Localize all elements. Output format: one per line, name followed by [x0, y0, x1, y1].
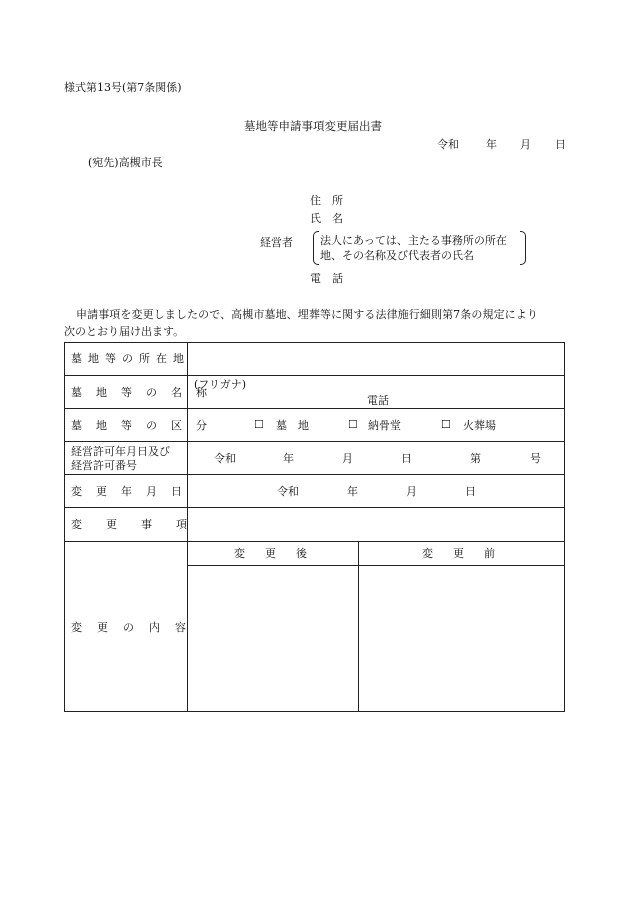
before-after-divider [358, 541, 359, 712]
change-era: 令和 [277, 485, 299, 498]
facility-name-label: 墓地等の名称 [71, 386, 221, 399]
before-content-area[interactable] [361, 568, 561, 708]
note-line-2: 地、その名称及び代表者の氏名 [320, 249, 474, 262]
permit-era: 令和 [214, 452, 236, 465]
name-label: 氏 名 [310, 212, 343, 225]
category-ossuary: 納骨堂 [368, 419, 401, 432]
category-cemetery: 墓 地 [276, 419, 309, 432]
checkbox-ossuary[interactable]: ☐ [348, 418, 358, 431]
page-title: 墓地等申請事項変更届出書 [244, 119, 382, 133]
category-label: 墓地等の区分 [71, 419, 221, 432]
date-era: 令和 [437, 138, 459, 151]
permit-label-line-2: 経営許可番号 [71, 459, 137, 472]
change-content-label: 変更の内容 [71, 621, 201, 634]
change-day: 日 [465, 485, 476, 498]
change-year: 年 [347, 485, 358, 498]
content-header-divider [187, 565, 565, 566]
row-divider-4 [64, 474, 565, 475]
permit-year: 年 [283, 452, 294, 465]
after-label: 変更後 [234, 547, 327, 560]
operator-label: 経営者 [260, 236, 293, 249]
permit-day: 日 [401, 452, 412, 465]
change-item-value[interactable] [192, 512, 560, 538]
checkbox-cemetery[interactable]: ☐ [254, 418, 264, 431]
address-label: 住 所 [310, 194, 343, 207]
date-year: 年 [486, 138, 497, 151]
permit-month: 月 [342, 452, 353, 465]
date-day: 日 [555, 138, 566, 151]
date-month: 月 [520, 138, 531, 151]
permit-label-line-1: 経営許可年月日及び [71, 445, 170, 458]
row-divider-1 [64, 375, 565, 376]
change-date-label: 変更年月日 [71, 485, 196, 498]
checkbox-crematorium[interactable]: ☐ [441, 418, 451, 431]
furigana-label: (フリガナ) [194, 378, 247, 391]
permit-dai: 第 [470, 452, 481, 465]
note-brace-right [520, 231, 526, 265]
note-brace-left [313, 231, 319, 265]
change-month: 月 [406, 485, 417, 498]
row-divider-2 [64, 408, 565, 409]
note-line-1: 法人にあっては、主たる事務所の所在 [320, 234, 507, 247]
intro-line-1: 申請事項を変更しましたので、高槻市墓地、埋葬等に関する法律施行細則第7条の規定により [76, 308, 538, 321]
facility-phone-label: 電話 [367, 394, 389, 407]
permit-go: 号 [530, 452, 541, 465]
row-divider-6 [64, 541, 565, 542]
row-divider-5 [64, 507, 565, 508]
form-number: 様式第13号(第7条関係) [64, 81, 182, 94]
location-label: 墓地等の所在地 [71, 352, 190, 365]
addressee: (宛先)高槻市長 [88, 156, 163, 169]
row-divider-3 [64, 441, 565, 442]
before-label: 変更前 [422, 547, 515, 560]
change-item-label: 変更事項 [71, 518, 211, 531]
intro-line-2: 次のとおり届け出ます。 [64, 325, 185, 338]
after-content-area[interactable] [190, 568, 356, 708]
category-crematorium: 火葬場 [463, 419, 496, 432]
phone-label: 電 話 [310, 272, 343, 285]
form-table [64, 342, 565, 712]
location-value[interactable] [192, 345, 560, 373]
